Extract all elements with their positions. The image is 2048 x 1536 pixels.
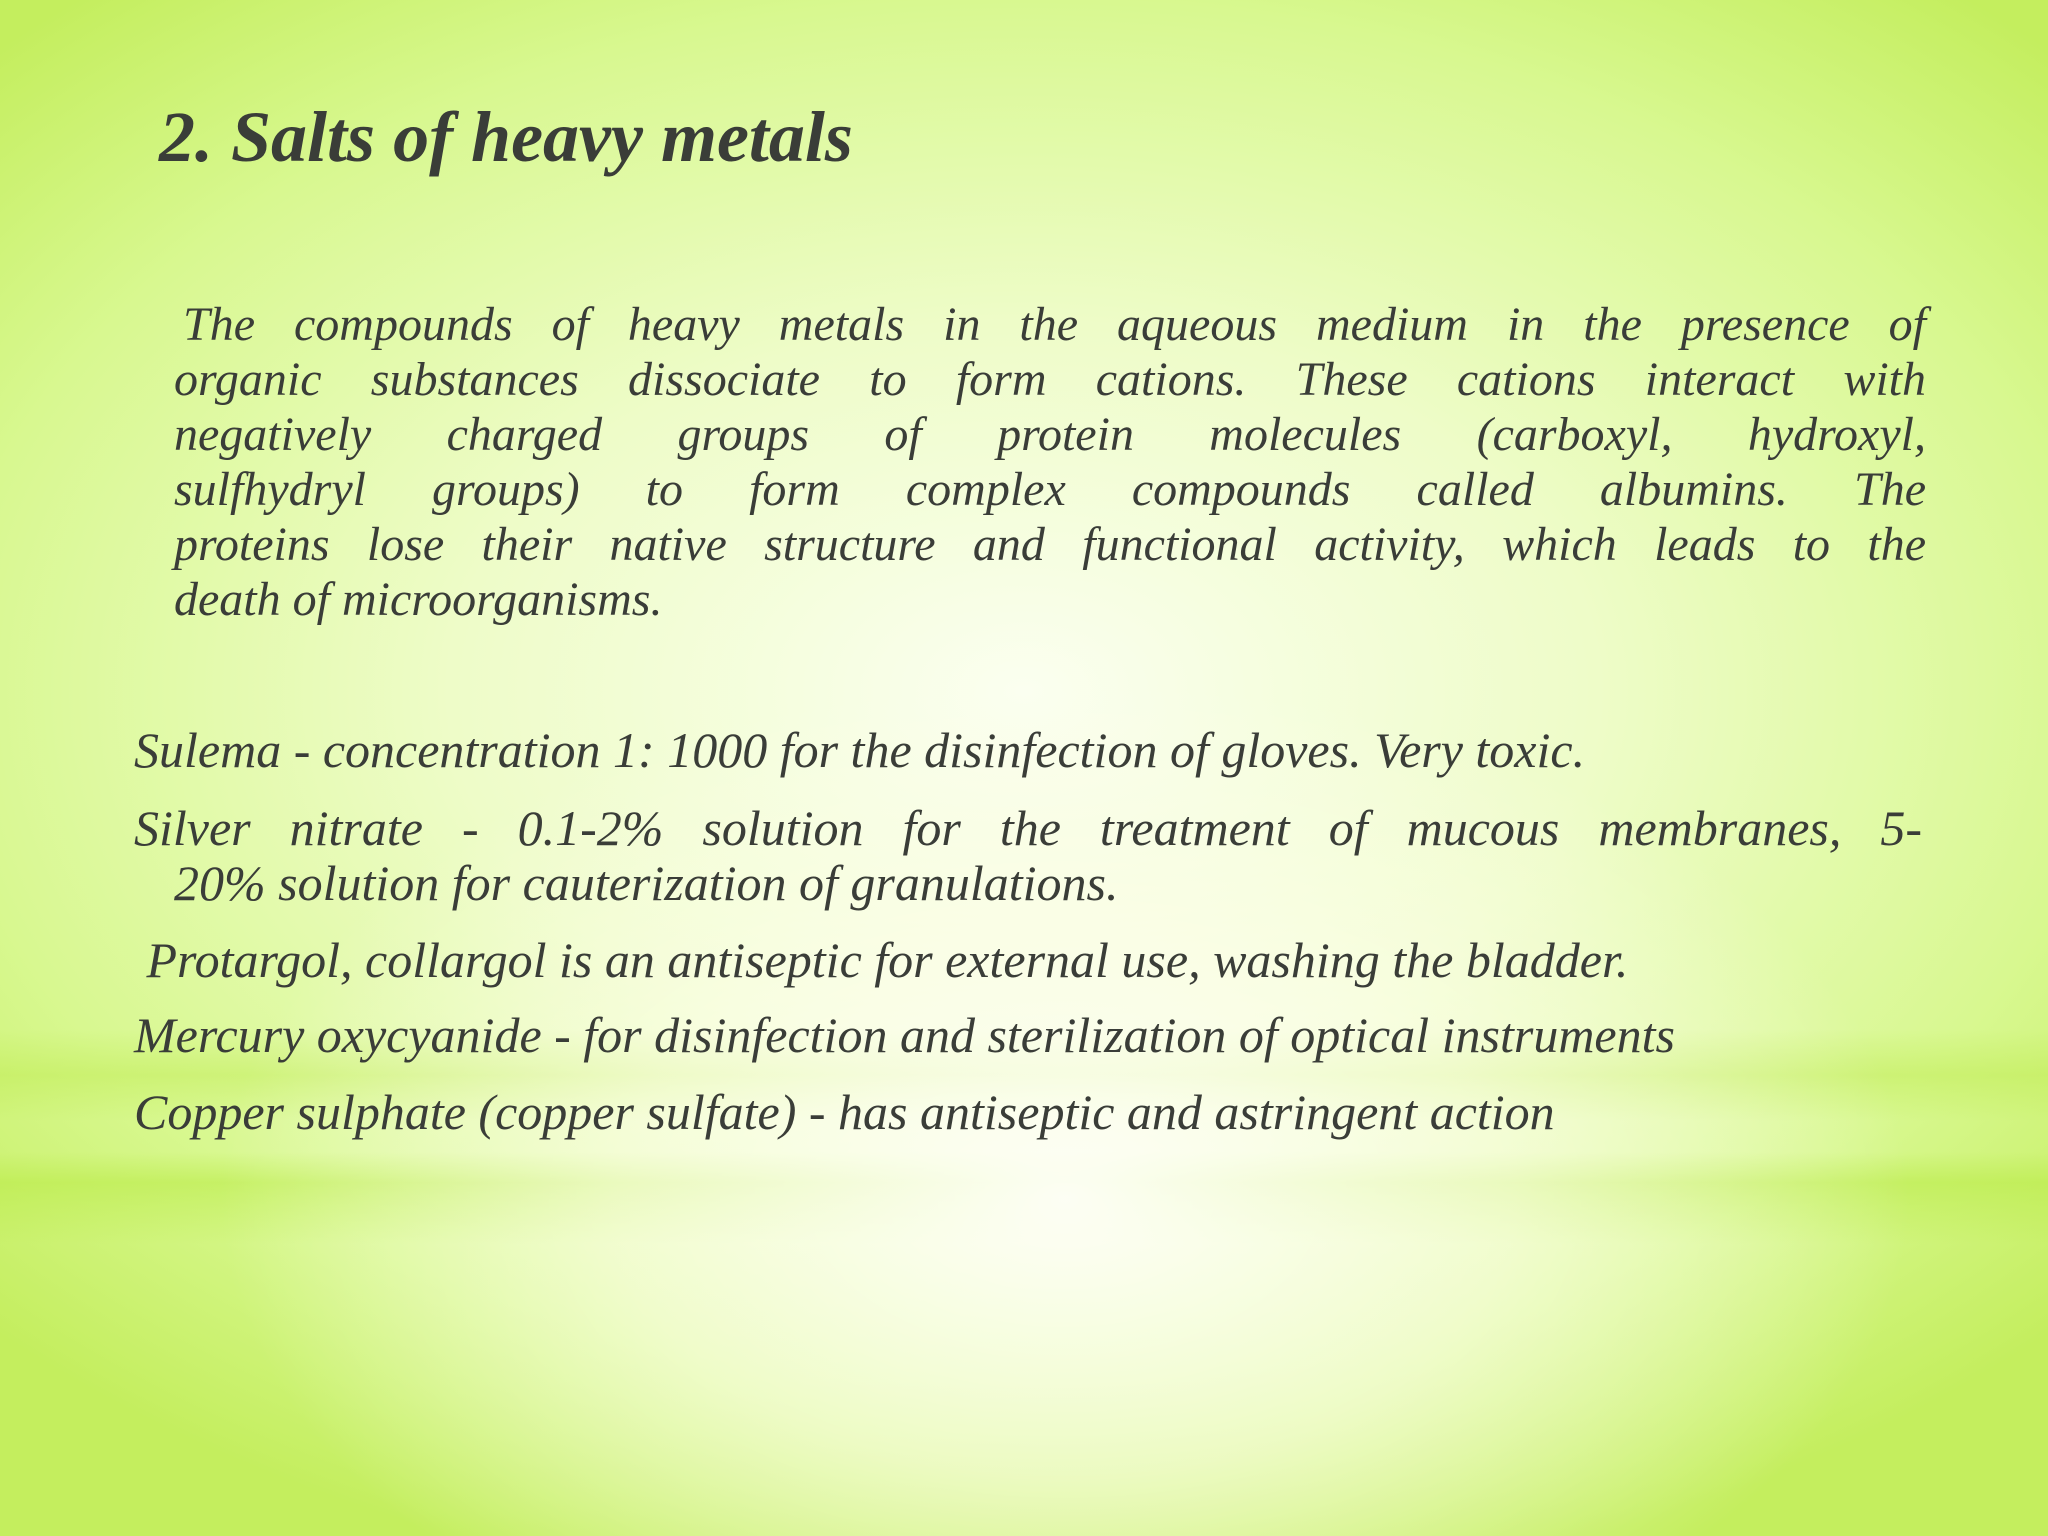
paragraph-line: The compounds of heavy metals in the aqueous medium in the presence of [183,298,1926,351]
list-item-silver-nitrate-cont: 20% solution for cauterization of granulations. [174,855,1119,911]
list-item-sulema: Sulema - concentration 1: 1000 for the disinfection of gloves. Very toxic. [134,722,1586,778]
list-item-mercury-oxycyanide: Mercury oxycyanide - for disinfection and sterilization of optical instruments [134,1007,1675,1063]
slide-title: 2. Salts of heavy metals [159,97,853,177]
paragraph-line: sulfhydryl groups) to form complex compounds called albumins. The [174,463,1926,516]
paragraph-line: death of microorganisms. [174,573,663,626]
list-item-copper-sulphate: Copper sulphate (copper sulfate) - has antiseptic and astringent action [134,1084,1555,1140]
list-item-silver-nitrate: Silver nitrate - 0.1-2% solution for the treatment of mucous membranes, 5- [134,800,1922,856]
list-item-protargol: Protargol, collargol is an antiseptic for external use, washing the bladder. [134,932,1629,988]
paragraph-line: organic substances dissociate to form cations. These cations interact with [174,353,1926,406]
paragraph-line: proteins lose their native structure and functional activity, which leads to the [174,518,1926,571]
paragraph-line: negatively charged groups of protein molecules (carboxyl, hydroxyl, [174,408,1926,461]
